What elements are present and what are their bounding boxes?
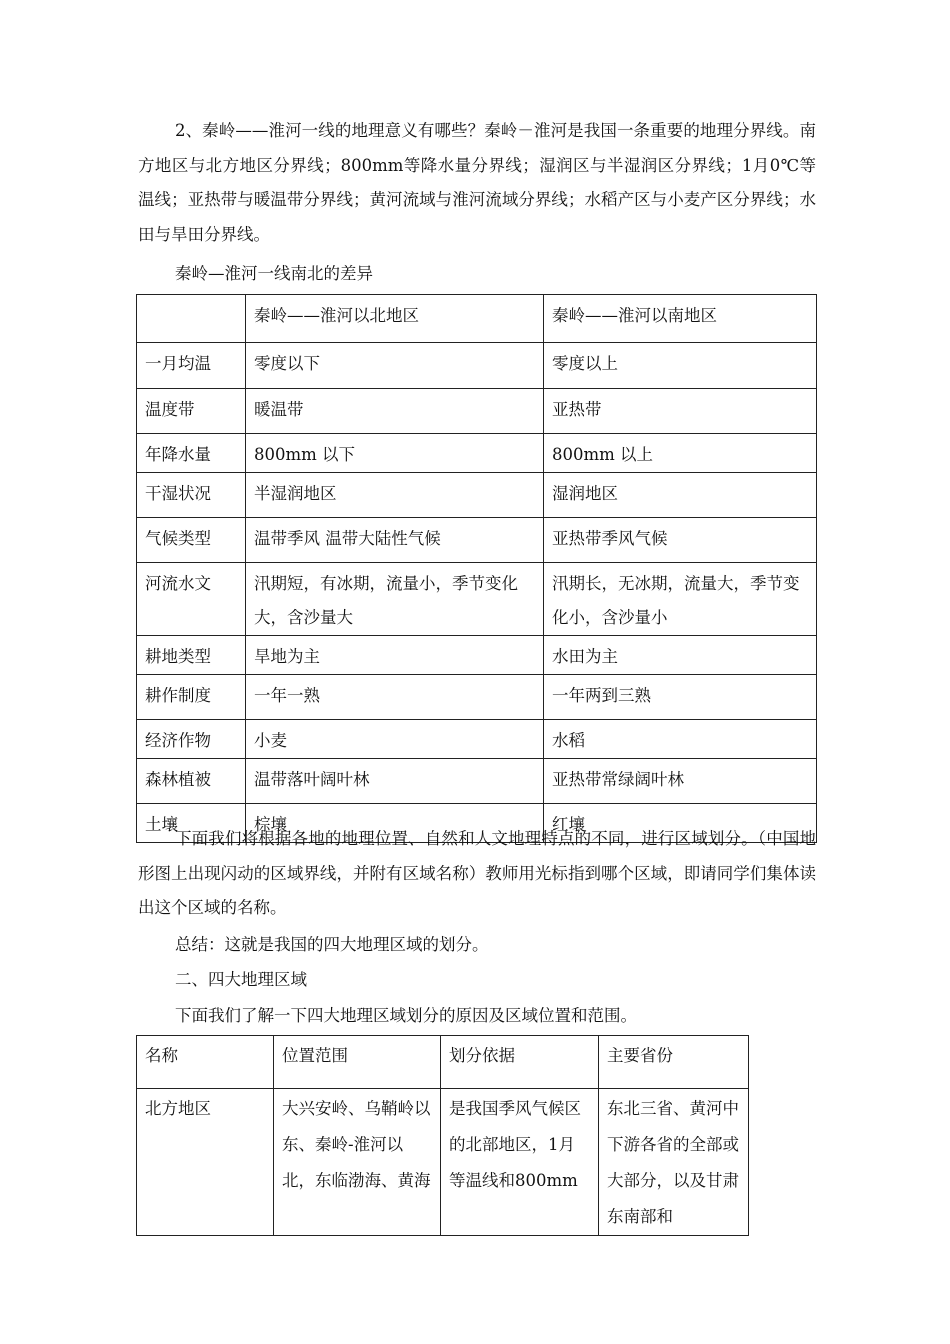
south-cell: 800mm 以上: [544, 434, 817, 473]
south-cell: 零度以上: [544, 343, 817, 389]
south-cell: 亚热带季风气候: [544, 518, 817, 563]
row-label: 一月均温: [137, 343, 246, 389]
south-cell: 汛期长，无冰期，流量大，季节变化小，含沙量小: [544, 563, 817, 636]
row-label: 年降水量: [137, 434, 246, 473]
header-cell: [137, 295, 246, 343]
north-cell: 温带落叶阔叶林: [246, 759, 544, 804]
row-label: 森林植被: [137, 759, 246, 804]
table-row: [137, 343, 817, 389]
south-cell: 湿润地区: [544, 473, 817, 518]
header-cell: 秦岭——淮河以北地区: [246, 295, 544, 343]
row-label: 耕地类型: [137, 636, 246, 675]
north-cell: 旱地为主: [246, 636, 544, 675]
provinces-cell: 东北三省、黄河中下游各省的全部或大部分，以及甘肃东南部和: [599, 1089, 749, 1236]
section-heading: 二、四大地理区域: [175, 970, 307, 989]
south-cell: 亚热带常绿阔叶林: [544, 759, 817, 804]
south-cell: 水稻: [544, 720, 817, 759]
north-cell: 汛期短，有冰期，流量小，季节变化大，含沙量大: [246, 563, 544, 636]
south-cell: 水田为主: [544, 636, 817, 675]
header-cell: 位置范围: [274, 1036, 441, 1089]
region-division-paragraph: 下面我们将根据各地的地理位置、自然和人文地理特点的不同，进行区域划分。（中国地形图上出现闪动的区域界线，并附有区域名称）教师用光标指到哪个区域，即请同学们集体读出这个区域的名称。: [138, 829, 816, 917]
row-label: 气候类型: [137, 518, 246, 563]
north-cell: 暖温带: [246, 389, 544, 434]
table-row: [137, 636, 817, 675]
table-row: [137, 720, 817, 759]
row-label: 土壤: [137, 804, 246, 843]
regions-intro-line: 下面我们了解一下四大地理区域划分的原因及区域位置和范围。: [175, 1006, 637, 1025]
north-cell: 半湿润地区: [246, 473, 544, 518]
summary-line: 总结：这就是我国的四大地理区域的划分。: [175, 935, 489, 954]
table-header-row: [137, 295, 817, 343]
table-row: [137, 434, 817, 473]
table-row: [137, 518, 817, 563]
row-label: 干湿状况: [137, 473, 246, 518]
table-row: [137, 473, 817, 518]
north-cell: 温带季风 温带大陆性气候: [246, 518, 544, 563]
header-cell: 秦岭——淮河以南地区: [544, 295, 817, 343]
region-name-cell: 北方地区: [137, 1089, 274, 1236]
south-cell: 亚热带: [544, 389, 817, 434]
location-cell: 大兴安岭、乌鞘岭以东、秦岭-淮河以北，东临渤海、黄海: [274, 1089, 441, 1236]
north-cell: 小麦: [246, 720, 544, 759]
table-row: [137, 759, 817, 804]
row-label: 河流水文: [137, 563, 246, 636]
basis-cell: 是我国季风气候区的北部地区，1月等温线和800mm: [441, 1089, 599, 1236]
north-cell: 一年一熟: [246, 675, 544, 720]
table-row: [137, 675, 817, 720]
comparison-table: [136, 294, 817, 843]
table-row: [137, 389, 817, 434]
south-cell: 一年两到三熟: [544, 675, 817, 720]
header-cell: 划分依据: [441, 1036, 599, 1089]
north-cell: 棕壤: [246, 804, 544, 843]
row-label: 经济作物: [137, 720, 246, 759]
header-cell: 主要省份: [599, 1036, 749, 1089]
table-row: [137, 563, 817, 636]
row-label: 温度带: [137, 389, 246, 434]
north-cell: 800mm 以下: [246, 434, 544, 473]
table-row: [137, 1089, 749, 1236]
header-cell: 名称: [137, 1036, 274, 1089]
regions-table: [136, 1035, 749, 1236]
south-cell: 红壤: [544, 804, 817, 843]
table-header-row: [137, 1036, 749, 1089]
table-caption: 秦岭—淮河一线南北的差异: [175, 264, 373, 283]
intro-paragraph: 2、秦岭——淮河一线的地理意义有哪些？秦岭－淮河是我国一条重要的地理分界线。南方地区与北方地区分界线；800mm等降水量分界线；湿润区与半湿润区分界线；1月0℃等温线；亚热带与暖温带分界线；黄河流域与淮河流域分界线；水稻产区与小麦产区分界线；水田与旱田分界线。: [138, 121, 816, 244]
north-cell: 零度以下: [246, 343, 544, 389]
row-label: 耕作制度: [137, 675, 246, 720]
